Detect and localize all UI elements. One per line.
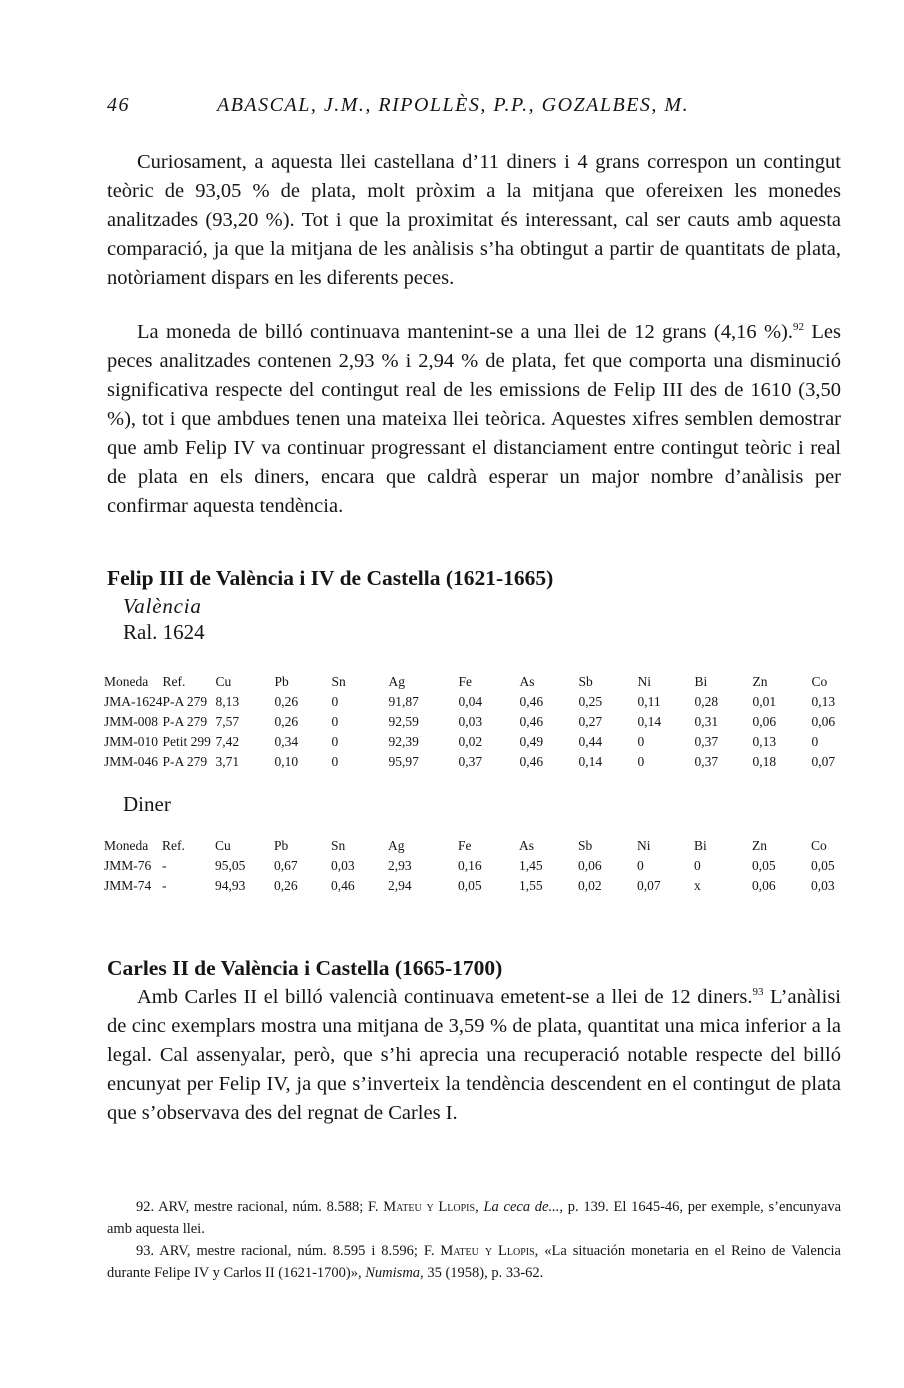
table-cell: 2,94: [388, 878, 412, 893]
table-cell: x: [694, 878, 701, 893]
column-header: Fe: [458, 674, 473, 689]
footnote-93-text: 93. ARV, mestre racional, núm. 8.595 i 8.596; F.: [136, 1243, 441, 1259]
column-header: Cu: [215, 838, 231, 853]
column-header: Sn: [331, 838, 346, 853]
column-header: Fe: [458, 838, 472, 853]
table-cell: 0,04: [458, 694, 483, 709]
footnote-92: [107, 1196, 841, 1240]
page-header: [0, 94, 904, 124]
column-header: Moneda: [104, 838, 149, 853]
table-cell: 0,11: [637, 694, 661, 709]
column-header: Zn: [752, 838, 767, 853]
column-header: Ref.: [162, 838, 185, 853]
table-row: [104, 732, 852, 752]
column-header: Ref.: [162, 674, 186, 689]
table-row: [104, 856, 851, 876]
table-cell: -: [162, 878, 167, 893]
analysis-table-ral: [104, 672, 852, 772]
table-cell: 91,87: [388, 694, 419, 709]
running-head: ABASCAL, J.M., RIPOLLÈS, P.P., GOZALBES, M.: [217, 94, 690, 116]
table-cell: 0: [811, 734, 819, 749]
table-cell: 0,05: [752, 858, 776, 873]
table-cell: 0,10: [274, 754, 299, 769]
column-header: Ag: [388, 674, 406, 689]
table-row: [104, 752, 852, 772]
column-header: Zn: [752, 674, 768, 689]
paragraph-2-text-b: Les peces analitzades contenen 2,93 % i 2,94 % de plata, fet que comporta una disminució significativa respecte del contingut real de les emissions de Felip III des de 1610 (3,50 %), tot i que ambdues tenen una mateixa llei teòrica. Aquestes xifres semblen demostrar que amb Felip IV va continuar progressant el distanciament entre contingut teòric i real de plata en els diners, encara que caldrà esperar un major nombre d’anàlisis per confirmar aquesta tendència.: [107, 321, 841, 517]
table-cell: 0: [694, 858, 701, 873]
footnote-92-author: Mateu y Llopis: [383, 1199, 476, 1215]
table-cell: 95,97: [388, 754, 419, 769]
footnote-92-text: 92. ARV, mestre racional, núm. 8.588; F.: [136, 1199, 384, 1215]
table-cell: 0,37: [458, 754, 483, 769]
table-cell: 0,27: [578, 714, 603, 729]
column-header: Sn: [331, 674, 346, 689]
table-cell: JMM-74: [104, 878, 152, 893]
table-cell: 0,03: [811, 878, 835, 893]
paragraph-1: Curiosament, a aquesta llei castellana d’11 diners i 4 grans correspon un contingut teòric de 93,05 % de plata, molt pròxim a la mitjana que ofereixen les monedes analitzades (93,20 %). Tot i que la proximitat és interessant, cal ser cauts amb aquesta comparació, ja que la mitjana de les anàlisis s’ha obtingut a partir de quantitats de plata, notòriament dispars en les diferents peces.: [107, 151, 841, 289]
table-cell: 0,03: [458, 714, 483, 729]
table-cell: 0,44: [578, 734, 603, 749]
table-cell: 0,28: [694, 694, 719, 709]
table-cell: 0,05: [811, 858, 835, 873]
table-cell: 0,26: [274, 714, 299, 729]
footnote-92-rest: , p. 139. El 1645-46, per exemple, s’encunyava amb aquesta llei.: [107, 1199, 842, 1237]
subtitle-valencia: València: [123, 594, 202, 618]
column-header: Bi: [694, 674, 708, 689]
column-header: Ag: [388, 838, 405, 853]
subtitle-ral-1624: Ral. 1624: [123, 620, 205, 644]
table-cell: 0: [331, 734, 339, 749]
table-header-row: [104, 836, 851, 856]
paragraph-2: [107, 318, 841, 521]
footnote-ref-92[interactable]: 92: [793, 321, 805, 334]
table-cell: 0,46: [331, 878, 355, 893]
column-header: Sb: [578, 674, 593, 689]
table-cell: 7,42: [215, 734, 240, 749]
column-header: Pb: [274, 674, 289, 689]
table-cell: 0,26: [274, 694, 299, 709]
table-cell: 0: [637, 754, 645, 769]
footnote-92-sep: ,: [475, 1199, 484, 1215]
paragraph-3-text-a: Amb Carles II el billó valencià continuava emetent-se a llei de 12 diners.: [137, 986, 753, 1008]
table-cell: 0,31: [694, 714, 719, 729]
table-row: [104, 692, 852, 712]
table-cell: 1,55: [519, 878, 543, 893]
table-cell: 0,06: [811, 714, 836, 729]
paragraph-3-text-b: L’anàlisi de cinc exemplars mostra una mitjana de 3,59 % de plata, quantitat una mica inferior a la legal. Cal assenyalar, però, que s’hi aprecia una recuperació notable respecte del billó encunyat per Felip IV, ja que s’inverteix la tendència descendent en el contingut de plata que s’observava des del regnat de Carles I.: [107, 986, 841, 1124]
table-cell: 1,45: [519, 858, 543, 873]
column-header: Ni: [637, 674, 652, 689]
table-cell: 0,06: [578, 858, 602, 873]
column-header: Co: [811, 674, 828, 689]
paragraph-2-text-a: La moneda de billó continuava mantenint-se a una llei de 12 grans (4,16 %).: [137, 321, 794, 343]
footnote-93-journal: Numisma,: [365, 1265, 424, 1281]
section-title-carles: Carles II de València i Castella (1665-1700): [107, 956, 503, 980]
table-cell: 95,05: [215, 858, 246, 873]
table-cell: 0,07: [811, 754, 836, 769]
footnote-93-author: Mateu y Llopis: [440, 1243, 535, 1259]
column-header: Bi: [694, 838, 707, 853]
table-cell: 0,37: [694, 734, 719, 749]
table-cell: 3,71: [215, 754, 240, 769]
footnote-93-article: , «La situación monetaria en el Reino de Valencia durante Felipe IV y Carlos II (1621-1700)»,: [107, 1243, 841, 1281]
table-cell: 0,01: [752, 694, 777, 709]
paragraph-3: [107, 983, 841, 1128]
table-cell: 0,06: [752, 878, 776, 893]
subtitle-diner: Diner: [123, 792, 171, 816]
table-cell: 0,05: [458, 878, 482, 893]
table-cell: 0,03: [331, 858, 355, 873]
table-cell: 0,49: [519, 734, 544, 749]
table-cell: 2,93: [388, 858, 412, 873]
table-row: [104, 712, 852, 732]
table-cell: P-A 279: [162, 694, 208, 709]
table-cell: 0,25: [578, 694, 603, 709]
table-cell: JMM-008: [104, 714, 159, 729]
column-header: Moneda: [104, 674, 149, 689]
table-cell: 0,46: [519, 714, 544, 729]
table-cell: 8,13: [215, 694, 240, 709]
column-header: Sb: [578, 838, 593, 853]
table-header-row: [104, 672, 852, 692]
column-header: Ni: [637, 838, 651, 853]
table-cell: JMA-1624: [104, 694, 163, 709]
column-header: As: [519, 674, 535, 689]
table-cell: 0,13: [811, 694, 836, 709]
column-header: Co: [811, 838, 827, 853]
table-cell: 0,34: [274, 734, 299, 749]
table-cell: Petit 299: [162, 734, 211, 749]
table-cell: 0,06: [752, 714, 777, 729]
table-cell: 0,02: [458, 734, 483, 749]
page-number: 46: [107, 94, 130, 116]
table-cell: 0: [331, 714, 339, 729]
table-cell: 94,93: [215, 878, 246, 893]
table-cell: 0,14: [637, 714, 662, 729]
column-header: Pb: [274, 838, 289, 853]
footnote-93: [107, 1240, 841, 1284]
footnote-93-rest: 35 (1958), p. 33-62.: [423, 1265, 544, 1281]
table-cell: P-A 279: [162, 714, 208, 729]
table-cell: 7,57: [215, 714, 240, 729]
table-row: [104, 876, 851, 896]
table-cell: 0,16: [458, 858, 482, 873]
column-header: As: [519, 838, 535, 853]
table-cell: 92,39: [388, 734, 419, 749]
table-cell: JMM-046: [104, 754, 159, 769]
table-cell: 0: [637, 858, 644, 873]
analysis-table-diner: [104, 836, 851, 896]
table-cell: 0,46: [519, 754, 544, 769]
table-cell: 0: [331, 694, 339, 709]
table-cell: -: [162, 858, 167, 873]
table-cell: 0: [331, 754, 339, 769]
table-cell: 0,13: [752, 734, 777, 749]
table-cell: 0,37: [694, 754, 719, 769]
table-cell: 0,07: [637, 878, 661, 893]
table-cell: 92,59: [388, 714, 419, 729]
table-cell: P-A 279: [162, 754, 208, 769]
table-cell: 0,26: [274, 878, 298, 893]
table-cell: 0,14: [578, 754, 603, 769]
table-cell: 0,18: [752, 754, 777, 769]
table-cell: JMM-010: [104, 734, 159, 749]
table-cell: 0,46: [519, 694, 544, 709]
table-cell: 0: [637, 734, 645, 749]
section-title-felip: Felip III de València i IV de Castella (1621-1665): [107, 566, 554, 590]
footnote-92-title: La ceca de...: [483, 1199, 560, 1215]
table-cell: JMM-76: [104, 858, 152, 873]
table-cell: 0,67: [274, 858, 298, 873]
column-header: Cu: [215, 674, 232, 689]
table-cell: 0,02: [578, 878, 602, 893]
footnote-ref-93[interactable]: 93: [752, 986, 764, 999]
